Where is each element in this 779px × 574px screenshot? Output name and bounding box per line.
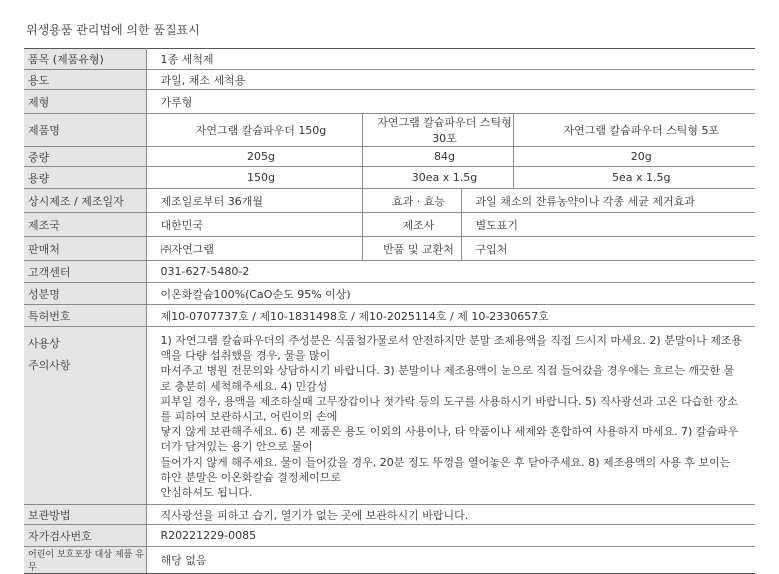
label-storage: 보관방법 — [24, 505, 146, 525]
row-child — [24, 547, 755, 574]
label-effect: 효과 · 효능 — [362, 189, 461, 213]
row-patent — [24, 305, 755, 327]
value-seller: ㈜자연그램 — [146, 237, 362, 261]
value-name-3: 자연그램 칼슘파우더 스틱형 5포 — [513, 114, 755, 147]
row-form — [24, 90, 755, 114]
row-weight — [24, 147, 755, 167]
value-effect: 과일 채소의 잔류농약이나 각종 세균 제거효과 — [461, 189, 755, 213]
label-country: 제조국 — [24, 213, 146, 237]
spec-table — [24, 48, 755, 574]
label-weight: 중량 — [24, 147, 146, 167]
row-volume — [24, 167, 755, 189]
value-name-2: 자연그램 칼슘파우더 스틱형 30포 — [362, 114, 513, 147]
value-item: 1종 세척제 — [146, 49, 755, 70]
value-volume-2: 30ea x 1.5g — [362, 167, 513, 189]
value-storage: 직사광선을 피하고 습기, 열기가 없는 곳에 보관하시기 바랍니다. — [146, 505, 755, 525]
value-volume-3: 5ea x 1.5g — [513, 167, 755, 189]
label-patent: 특허번호 — [24, 305, 146, 327]
label-caution — [24, 327, 146, 505]
value-weight-2: 84g — [362, 147, 513, 167]
row-name — [24, 114, 755, 147]
value-maker: 별도표기 — [461, 213, 755, 237]
value-inspection: R20221229-0085 — [146, 525, 755, 547]
page-title: 위생용품 관리법에 의한 품질표시 — [26, 23, 200, 37]
label-form: 제형 — [24, 90, 146, 114]
caution-line: 들어가지 않게 해주세요. 물이 들어갔을 경우, 20분 정도 뚜껑을 열어놓은 후 닫아주세요. 8) 제조용액의 사용 후 보이는 하얀 분말은 이온화칼슘 결정체이므로 — [160, 455, 731, 484]
label-seller: 판매처 — [24, 237, 146, 261]
row-cs — [24, 261, 755, 283]
label-return: 반품 및 교환처 — [362, 237, 461, 261]
value-ingredient: 이온화칼슘100%(CaO순도 95% 이상) — [146, 283, 755, 305]
row-use — [24, 70, 755, 90]
row-item — [24, 49, 755, 70]
caution-line: 마셔주고 병원 전문의와 상담하시기 바랍니다. 3) 분말이나 제조용액이 눈으로 직접 들어갔을 경우에는 흐르는 깨끗한 물로 충분히 세척해주세요. 4) 민감성 — [160, 364, 735, 393]
label-volume: 용량 — [24, 167, 146, 189]
row-storage — [24, 505, 755, 525]
label-expiry: 상시제조 / 제조일자 — [24, 189, 146, 213]
value-weight-3: 20g — [513, 147, 755, 167]
value-country: 대한민국 — [146, 213, 362, 237]
row-ingredient — [24, 283, 755, 305]
caution-line: 피부일 경우, 용액을 제조하실때 고무장갑이나 젓가락 등의 도구를 사용하시기 바랍니다. 5) 직사광선과 고온 다습한 장소를 피하여 보관하시고, 어린이의 손에 — [160, 394, 738, 424]
row-seller — [24, 237, 755, 261]
label-maker: 제조사 — [362, 213, 461, 237]
row-country — [24, 213, 755, 237]
row-expiry — [24, 189, 755, 213]
value-cs: 031-627-5480-2 — [146, 261, 755, 283]
label-ingredient: 성분명 — [24, 283, 146, 305]
value-return: 구입처 — [461, 237, 755, 261]
row-inspection — [24, 525, 755, 547]
value-form: 가루형 — [146, 90, 755, 114]
caution-line: 닿지 않게 보관해주세요. 6) 본 제품은 용도 이외의 사용이나, 타 약품이나 세제와 혼합하여 사용하지 마세요. 7) 칼슘파우더가 담겨있는 용기 안으로 물이 — [160, 425, 739, 454]
value-expiry: 제조일로부터 36개월 — [146, 189, 362, 213]
caution-line: 안심하셔도 됩니다. — [160, 486, 253, 500]
value-child: 해당 없음 — [146, 547, 755, 574]
value-name-1: 자연그램 칼슘파우더 150g — [146, 114, 362, 147]
caution-notes — [146, 327, 755, 505]
label-inspection: 자가검사번호 — [24, 525, 146, 547]
value-volume-1: 150g — [146, 167, 362, 189]
label-child: 어린이 보호포장 대상 제품 유무 — [24, 547, 146, 574]
value-patent: 제10-0707737호 / 제10-1831498호 / 제10-2025114호 / 제 10-2330657호 — [146, 305, 755, 327]
caution-line: 1) 자연그램 칼슘파우더의 주성분은 식품첨가물로서 안전하지만 분말 조제용액을 직접 드시지 마세요. 2) 분말이나 제조용액을 다량 섭취했을 경우, 물을 많이 — [160, 334, 743, 363]
label-cs: 고객센터 — [24, 261, 146, 283]
label-item: 품목 (제품유형) — [24, 49, 146, 70]
label-caution-line1: 사용상 — [28, 337, 60, 350]
value-use: 과일, 채소 세척용 — [146, 70, 755, 90]
row-caution — [24, 327, 755, 505]
label-use: 용도 — [24, 70, 146, 90]
label-name: 제품명 — [24, 114, 146, 147]
label-caution-line2: 주의사항 — [28, 359, 71, 372]
value-weight-1: 205g — [146, 147, 362, 167]
